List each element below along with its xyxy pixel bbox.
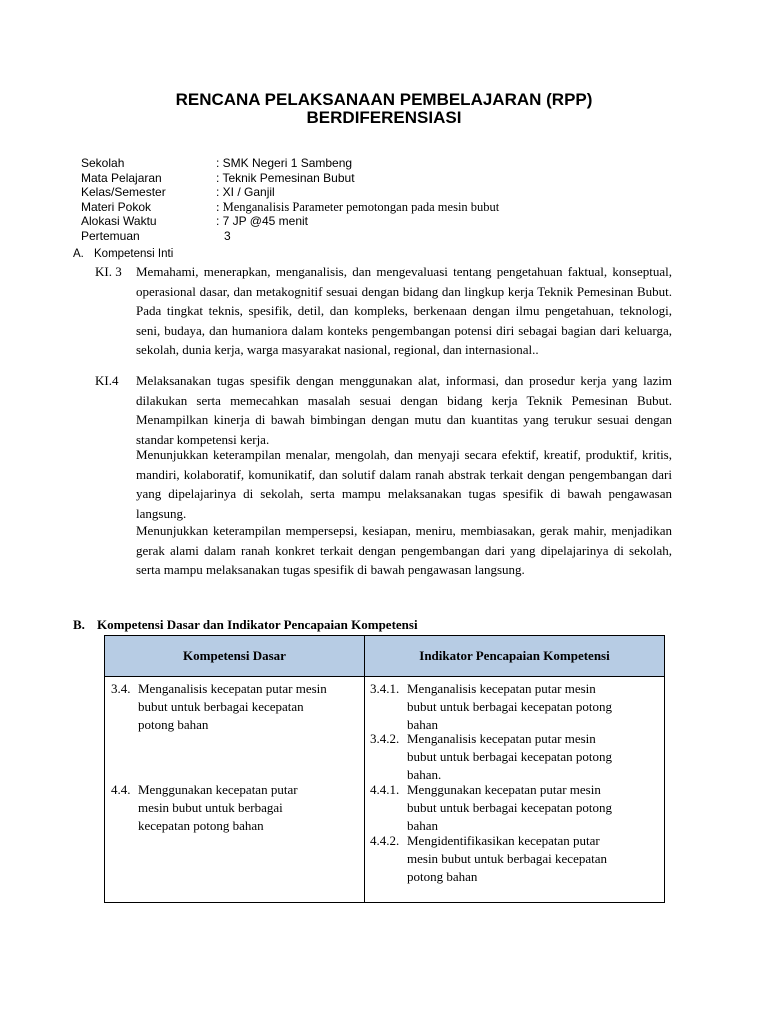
ipk-line: Mengidentifikasikan kecepatan putar	[407, 833, 600, 848]
info-value: 3	[224, 228, 231, 243]
table-header-row	[105, 636, 665, 677]
ipk-line: bahan	[407, 818, 439, 833]
info-value: : Menganalisis Parameter pemotongan pada mesin bubut	[216, 199, 500, 214]
kd-line: kecepatan potong bahan	[138, 818, 264, 833]
competency-table	[104, 635, 665, 903]
info-label: Alokasi Waktu	[81, 214, 157, 228]
section-title: Kompetensi Dasar dan Indikator Pencapaian Kompetensi	[97, 617, 418, 632]
ipk-number: 4.4.2.	[370, 833, 400, 848]
ki4-paragraph-3: Menunjukkan keterampilan mempersepsi, kesiapan, meniru, membiasakan, gerak mahir, menjadikan gerak alami dalam ranah konkret terkait dengan pengembangan dari yang dipelajarinya di sekolah, serta mampu melaksanakan tugas spesifik di bawah pengawasan langsung.	[136, 523, 672, 577]
info-label: Sekolah	[81, 156, 125, 170]
ki4-text: Melaksanakan tugas spesifik dengan menggunakan alat, informasi, dan prosedur kerja yang lazim dilakukan serta memecahkan masalah sesuai dengan bidang kerja Teknik Pemesinan Bubut. Menampilkan kinerja di bawah bimbingan dengan mutu dan kuantitas yang terukur sesuai dengan standar kompetensi kerja.	[136, 373, 672, 447]
ipk-item	[370, 730, 612, 784]
table-row	[105, 677, 665, 903]
ipk-line: Menggunakan kecepatan putar mesin	[407, 782, 601, 797]
section-letter: A.	[73, 248, 84, 260]
ipk-number: 3.4.1.	[370, 681, 400, 696]
ipk-line: Menganalisis kecepatan putar mesin	[407, 731, 596, 746]
ipk-item	[370, 832, 607, 886]
kd-number: 4.4.	[111, 782, 131, 797]
ki3-label: KI. 3	[95, 264, 122, 279]
ipk-number: 4.4.1.	[370, 782, 400, 797]
column-header-kompetensi-dasar: Kompetensi Dasar	[105, 636, 365, 677]
info-value: : 7 JP @45 menit	[216, 214, 309, 228]
kd-line: Menggunakan kecepatan putar	[138, 782, 298, 797]
kd-line: bubut untuk berbagai kecepatan	[138, 699, 304, 714]
ipk-number: 3.4.2.	[370, 731, 400, 746]
section-title: Kompetensi Inti	[94, 248, 174, 260]
ipk-line: bubut untuk berbagai kecepatan potong	[407, 699, 613, 714]
kd-cell	[105, 677, 365, 903]
ipk-line: bubut untuk berbagai kecepatan potong	[407, 749, 613, 764]
document-subtitle: BERDIFERENSIASI	[306, 108, 462, 127]
kd-line: mesin bubut untuk berbagai	[138, 800, 283, 815]
kd-item	[111, 680, 327, 734]
column-header-indikator: Indikator Pencapaian Kompetensi	[365, 636, 665, 677]
ipk-line: bubut untuk berbagai kecepatan potong	[407, 800, 613, 815]
ipk-item	[370, 781, 612, 835]
kd-line: Menganalisis kecepatan putar mesin	[138, 681, 327, 696]
document-title: RENCANA PELAKSANAAN PEMBELAJARAN (RPP)	[175, 90, 593, 109]
ipk-line: Menganalisis kecepatan putar mesin	[407, 681, 596, 696]
info-label: Materi Pokok	[81, 199, 152, 214]
kd-item	[111, 781, 298, 835]
ipk-line: bahan	[407, 717, 439, 732]
info-value: : SMK Negeri 1 Sambeng	[216, 156, 353, 170]
info-label: Kelas/Semester	[81, 185, 166, 199]
ki4-label: KI.4	[95, 373, 119, 388]
kd-line: potong bahan	[138, 717, 209, 732]
info-label: Mata Pelajaran	[81, 170, 162, 185]
ipk-line: bahan.	[407, 767, 442, 782]
ipk-item	[370, 680, 612, 734]
info-value: : Teknik Pemesinan Bubut	[216, 170, 355, 185]
ipk-line: potong bahan	[407, 869, 478, 884]
section-letter: B.	[73, 617, 85, 632]
ki3-text: Memahami, menerapkan, menganalisis, dan mengevaluasi tentang pengetahuan faktual, konseptual, operasional dasar, dan metakognitif sesuai dengan bidang dan lingkup kerja Teknik Pemesinan Bubut. Pada tingkat teknis, spesifik, detil, dan kompleks, berkenaan dengan ilmu pengetahuan, teknologi, seni, budaya, dan humaniora dalam konteks pengembangan potensi diri sebagai bagian dari keluarga, sekolah, dunia kerja, warga masyarakat nasional, regional, dan internasional..	[136, 264, 672, 357]
ipk-cell	[365, 677, 665, 903]
info-label: Pertemuan	[81, 228, 140, 243]
ki4-paragraph-2: Menunjukkan keterampilan menalar, mengolah, dan menyaji secara efektif, kreatif, produktif, kritis, mandiri, kolaboratif, komunikatif, dan solutif dalam ranah abstrak terkait dengan pengembangan dari yang dipelajarinya di sekolah, serta mampu melaksanakan tugas spesifik di bawah pengawasan langsung.	[136, 447, 672, 521]
info-value: : XI / Ganjil	[216, 185, 275, 199]
kd-number: 3.4.	[111, 681, 131, 696]
ipk-line: mesin bubut untuk berbagai kecepatan	[407, 851, 607, 866]
